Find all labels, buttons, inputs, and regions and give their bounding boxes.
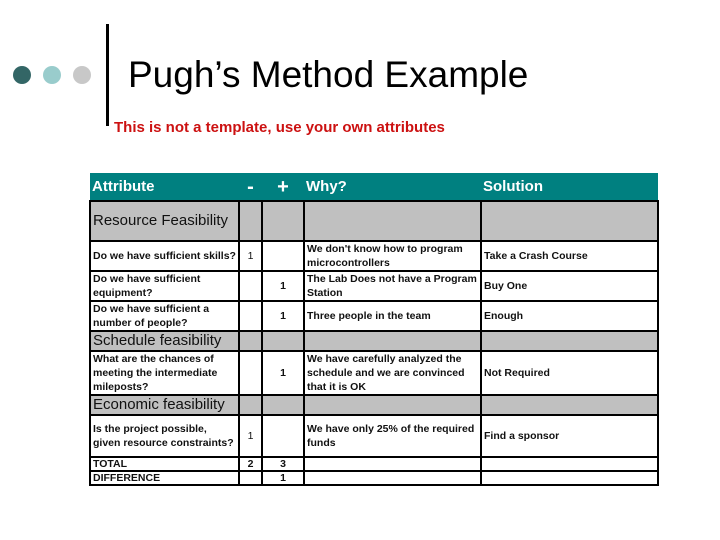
plus-cell: 1: [262, 301, 304, 331]
minus-cell: [239, 271, 262, 301]
section-empty-cell: [262, 331, 304, 351]
why-cell: We have only 25% of the required funds: [304, 415, 481, 457]
attribute-cell: Do we have sufficient skills?: [90, 241, 239, 271]
header-minus: -: [239, 173, 262, 201]
minus-cell: 1: [239, 415, 262, 457]
table-row: [90, 271, 658, 301]
total-label: TOTAL: [90, 457, 239, 471]
difference-row: [90, 471, 658, 485]
table-row: [90, 415, 658, 457]
section-row: [90, 331, 658, 351]
table-row: [90, 241, 658, 271]
section-empty-cell: [262, 395, 304, 415]
total-plus: 3: [262, 457, 304, 471]
header-solution: Solution: [481, 173, 658, 201]
empty-cell: [481, 471, 658, 485]
empty-cell: [481, 457, 658, 471]
section-empty-cell: [239, 201, 262, 241]
section-empty-cell: [239, 331, 262, 351]
decorative-dot-light: [43, 66, 61, 84]
minus-cell: [239, 351, 262, 395]
section-empty-cell: [481, 201, 658, 241]
section-empty-cell: [481, 331, 658, 351]
header-plus: +: [262, 173, 304, 201]
difference-plus: 1: [262, 471, 304, 485]
why-cell: Three people in the team: [304, 301, 481, 331]
section-row: [90, 395, 658, 415]
section-empty-cell: [304, 331, 481, 351]
solution-cell: Find a sponsor: [481, 415, 658, 457]
solution-cell: Enough: [481, 301, 658, 331]
plus-cell: 1: [262, 271, 304, 301]
empty-cell: [304, 471, 481, 485]
solution-cell: Not Required: [481, 351, 658, 395]
section-empty-cell: [304, 201, 481, 241]
solution-cell: Buy One: [481, 271, 658, 301]
title-divider: [106, 24, 109, 126]
total-row: [90, 457, 658, 471]
plus-cell: 1: [262, 351, 304, 395]
why-cell: We have carefully analyzed the schedule and we are convinced that it is OK: [304, 351, 481, 395]
header-why: Why?: [304, 173, 481, 201]
attribute-cell: Do we have sufficient equipment?: [90, 271, 239, 301]
section-empty-cell: [304, 395, 481, 415]
section-empty-cell: [262, 201, 304, 241]
section-empty-cell: [481, 395, 658, 415]
attribute-cell: What are the chances of meeting the intermediate mileposts?: [90, 351, 239, 395]
decorative-dot-gray: [73, 66, 91, 84]
minus-cell: [239, 301, 262, 331]
difference-label: DIFFERENCE: [90, 471, 239, 485]
header-attribute: Attribute: [90, 173, 239, 201]
section-title: Schedule feasibility: [90, 331, 239, 351]
why-cell: We don't know how to program microcontrollers: [304, 241, 481, 271]
table-row: [90, 301, 658, 331]
plus-cell: [262, 241, 304, 271]
section-row: [90, 201, 658, 241]
section-empty-cell: [239, 395, 262, 415]
attribute-cell: Is the project possible, given resource constraints?: [90, 415, 239, 457]
slide-subtitle: This is not a template, use your own attributes: [114, 119, 445, 136]
table-header-row: [90, 173, 658, 201]
total-minus: 2: [239, 457, 262, 471]
why-cell: The Lab Does not have a Program Station: [304, 271, 481, 301]
difference-minus: [239, 471, 262, 485]
slide-title: Pugh’s Method Example: [128, 54, 529, 95]
solution-cell: Take a Crash Course: [481, 241, 658, 271]
decorative-dot-dark: [13, 66, 31, 84]
empty-cell: [304, 457, 481, 471]
section-title: Resource Feasibility: [90, 201, 239, 241]
pugh-table: [89, 173, 659, 486]
section-title: Economic feasibility: [90, 395, 239, 415]
plus-cell: [262, 415, 304, 457]
minus-cell: 1: [239, 241, 262, 271]
attribute-cell: Do we have sufficient a number of people?: [90, 301, 239, 331]
table-row: [90, 351, 658, 395]
